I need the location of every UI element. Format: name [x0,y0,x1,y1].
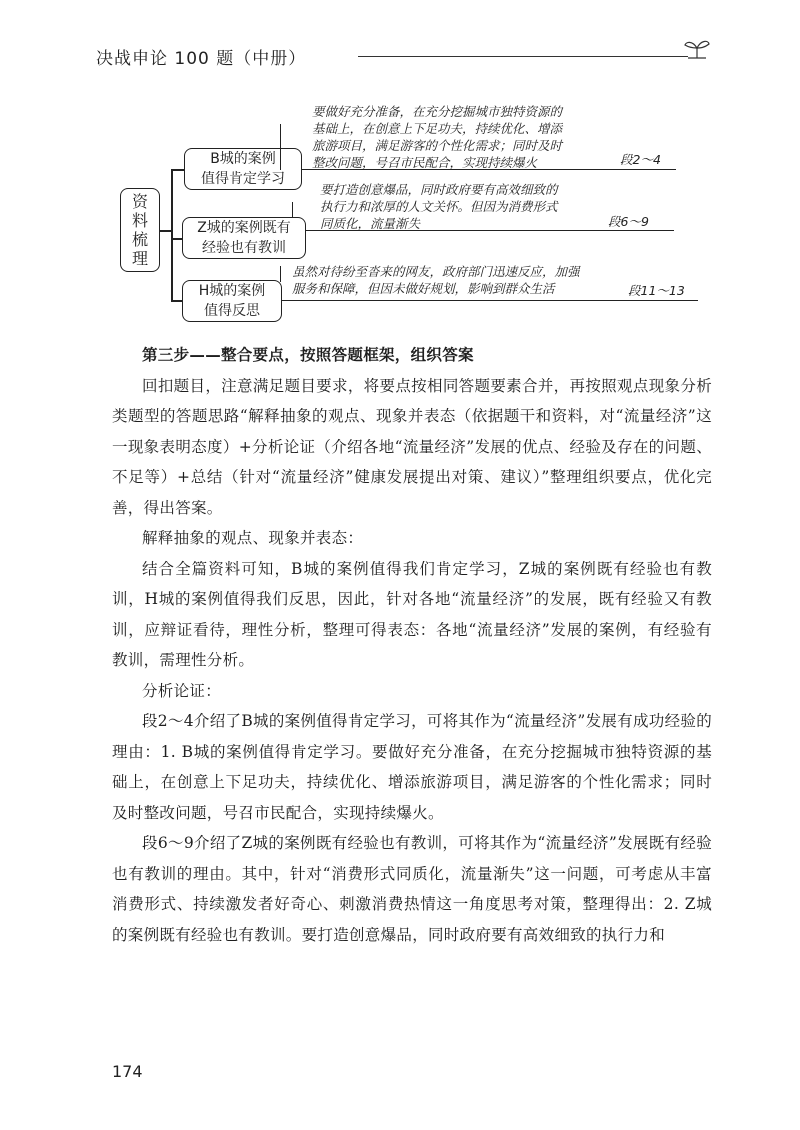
root-box [120,188,160,272]
branch-box-b-city [184,148,302,190]
branch-label-line: 经验也有教训 [202,240,286,256]
branch-bracket-2 [292,202,293,218]
branch-note-z-city [320,181,558,232]
branch-label-line: 值得反思 [204,303,260,319]
branch-label-line: H城的案例 [198,283,266,299]
body-paragraph: 结合全篇资料可知，B城的案例值得我们肯定学习，Z城的案例既有经验也有教训，H城的案例值得我们反思，因此，针对各地“流量经济”的发展，既有经验又有教训，应辩证看待，理性分析，整理可得表态：各地“流量经济”发展的案例，有经验有教训，需理性分析。 [112,559,712,669]
paragraph-range-h-city: 段11～13 [628,283,685,298]
branch-label-line: Z城的案例既有 [197,220,291,236]
answer-content [112,340,712,950]
root-char: 资 [131,192,148,211]
material-mindmap [0,0,800,340]
paragraph-range-z-city: 段6～9 [608,214,649,229]
connector-b1 [171,169,184,171]
note-line: 旅游项目，满足游客的个性化需求；同时及时 [312,138,563,153]
branch-note-h-city [292,263,580,297]
page-number: 174 [112,1062,143,1081]
body-paragraph: 解释抽象的观点、现象并表态： [142,529,364,547]
branch-note-b-city [312,103,562,171]
body-paragraph: 段2～4介绍了B城的案例值得肯定学习，可将其作为“流量经济”发展有成功经验的理由：1. B城的案例值得肯定学习。要做好充分准备，在充分挖掘城市独特资源的基础上，在创意上下足功夫，持续优化、增添旅游项目，满足游客的个性化需求；同时及时整改问题，号召市民配合，实现持续爆火。 [112,712,712,822]
note-line: 服务和保障，但因未做好规划，影响到群众生活 [292,281,555,296]
step-heading: 第三步——整合要点，按照答题框架，组织答案 [142,346,474,364]
note-line: 同质化，流量渐失 [320,216,421,231]
note-line: 虽然对待纷至沓来的网友，政府部门迅速反应，加强 [292,264,580,279]
body-paragraph: 段6～9介绍了Z城的案例既有经验也有教训，可将其作为“流量经济”发展既有经验也有教训的理由。其中，针对“消费形式同质化，流量渐失”这一问题，可考虑从丰富消费形式、持续激发者好奇心、刺激消费热情这一角度思考对策，整理得出：2. Z城的案例既有经验也有教训。要打造创意爆品，同时政府要有高效细致的执行力和 [112,834,713,944]
book-title: 决战申论 100 题（中册） [96,49,307,69]
branch-box-h-city [182,280,282,322]
note-line: 整改问题，号召市民配合，实现持续爆火 [312,155,538,170]
connector-b3 [171,300,182,302]
root-char: 理 [131,249,148,268]
note-line: 要做好充分准备，在充分挖掘城市独特资源的 [312,104,563,119]
body-paragraph: 回扣题目，注意满足题目要求，将要点按相同答题要素合并，再按照观点现象分析类题型的答题思路“解释抽象的观点、现象并表态（依据题干和资料，对“流量经济”这一现象表明态度）+分析论证（介绍各地“流量经济”发展的优点、经验及存在的问题、不足等）+总结（针对“流量经济”健康发展提出对策、建议）”整理组织要点，优化完善，得出答案。 [112,376,712,517]
connector-b2 [171,238,182,240]
note-line: 基础上，在创意上下足功夫，持续优化、增添 [312,121,563,136]
paragraph-range-b-city: 段2～4 [620,152,661,167]
connector-vertical [171,169,173,301]
branch-box-z-city [182,217,306,259]
branch-label-line: 值得肯定学习 [201,171,285,187]
note-line: 执行力和浓厚的人文关怀。但因为消费形式 [320,199,558,214]
body-paragraph: 分析论证： [142,681,222,700]
branch-bracket-3 [280,266,281,282]
note-line: 要打造创意爆品，同时政府要有高效细致的 [320,182,558,197]
root-char: 料 [131,211,148,230]
branch-underline-3 [282,300,698,301]
root-char: 梳 [131,230,148,249]
branch-label-line: B城的案例 [210,151,276,167]
